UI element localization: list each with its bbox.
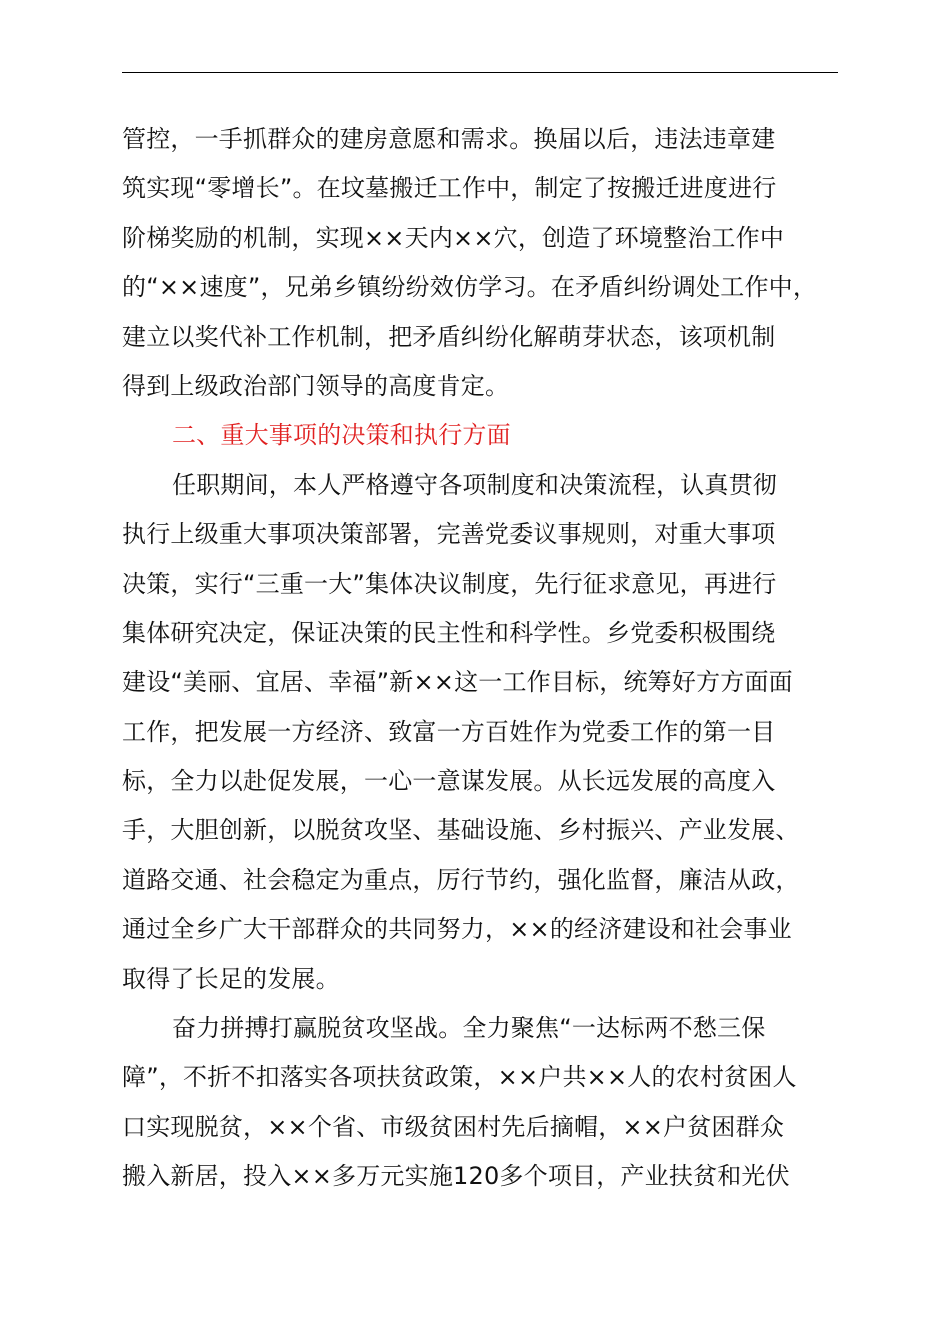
paragraph-line: 取得了长足的发展。 [122,964,340,993]
paragraph-line: 得到上级政治部门领导的高度肯定。 [122,371,510,400]
paragraph-line: 执行上级重大事项决策部署，完善党委议事规则，对重大事项 [122,520,776,549]
paragraph-line: 搬入新居，投入××多万元实施120多个项目，产业扶贫和光伏 [122,1162,790,1191]
paragraph-line: 决策，实行“三重一大”集体决议制度，先行征求意见，再进行 [122,569,777,598]
paragraph-line: 筑实现“零增长”。在坟墓搬迁工作中，制定了按搬迁进度进行 [122,174,777,203]
paragraph-line: 建立以奖代补工作机制，把矛盾纠纷化解萌芽状态，该项机制 [122,322,776,351]
paragraph-line: 奋力拼搏打赢脱贫攻坚战。全力聚焦“一达标两不愁三保 [172,1014,766,1043]
paragraph-line: 标，全力以赴促发展，一心一意谋发展。从长远发展的高度入 [122,767,776,796]
paragraph-line: 通过全乡广大干部群众的共同努力，××的经济建设和社会事业 [122,915,792,944]
paragraph-line: 手，大胆创新，以脱贫攻坚、基础设施、乡村振兴、产业发展、 [122,816,800,845]
paragraph-line: 障”，不折不扣落实各项扶贫政策，××户共××人的农村贫困人 [122,1063,797,1092]
paragraph-line: 任职期间，本人严格遵守各项制度和决策流程，认真贯彻 [172,470,777,499]
paragraph-line: 的“××速度”，兄弟乡镇纷纷效仿学习。在矛盾纠纷调处工作中， [122,273,818,302]
paragraph-line: 工作，把发展一方经济、致富一方百姓作为党委工作的第一目 [122,717,776,746]
paragraph-line: 管控，一手抓群众的建房意愿和需求。换届以后，违法违章建 [122,125,776,153]
paragraph-line: 道路交通、社会稳定为重点，厉行节约，强化监督，廉洁从政， [122,865,800,894]
paragraph-line: 集体研究决定，保证决策的民主性和科学性。乡党委积极围绕 [122,618,776,647]
document-body [122,115,852,1202]
section-heading: 二、重大事项的决策和执行方面 [172,421,511,450]
paragraph-line: 口实现脱贫，××个省、市级贫困村先后摘帽，××户贫困群众 [122,1112,785,1141]
paragraph-line: 阶梯奖励的机制，实现××天内××穴，创造了环境整治工作中 [122,223,785,252]
header-rule [122,72,838,73]
paragraph-line: 建设“美丽、宜居、幸福”新××这一工作目标，统筹好方方面面 [122,668,793,697]
